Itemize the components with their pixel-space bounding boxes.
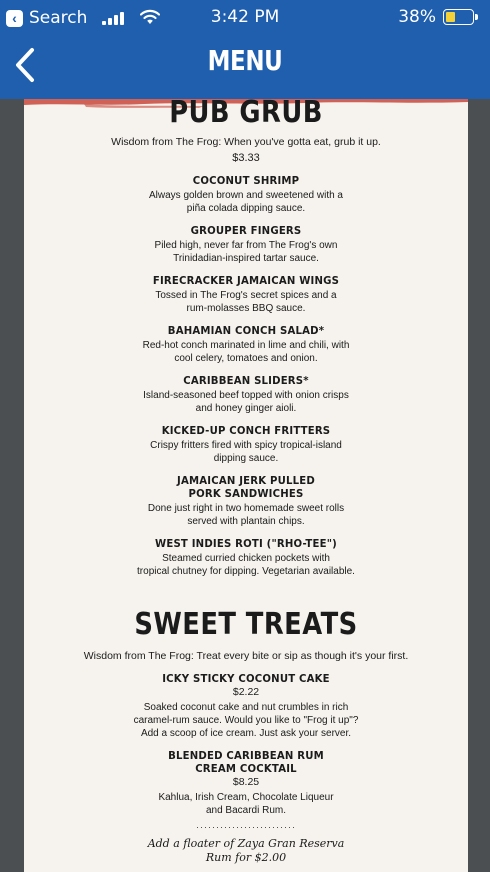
menu-item bbox=[24, 749, 468, 817]
status-time: 3:42 PM bbox=[210, 7, 280, 27]
menu-item bbox=[24, 424, 468, 465]
menu-item bbox=[24, 374, 468, 415]
section-title-sweet-treats: SWEET TREATS bbox=[134, 607, 358, 642]
item-name: KICKED-UP CONCH FRITTERS bbox=[161, 424, 331, 437]
item-name: COCONUT SHRIMP bbox=[192, 174, 300, 187]
menu-item bbox=[24, 474, 468, 528]
item-description: Kahlua, Irish Cream, Chocolate Liqueur and Bacardi Rum. bbox=[158, 792, 334, 816]
item-description: Crispy fritters fired with spicy tropical-island dipping sauce. bbox=[150, 440, 342, 464]
section-title-pub-grub: PUB GRUB bbox=[169, 99, 323, 130]
back-app-label: Search bbox=[29, 8, 88, 28]
menu-content bbox=[24, 99, 468, 865]
menu-page-image bbox=[24, 99, 468, 872]
item-description: Always golden brown and sweetened with a piña colada dipping sauce. bbox=[148, 190, 343, 214]
battery-icon bbox=[443, 9, 474, 25]
item-description: Steamed curried chicken pockets with tropical chutney for dipping. Vegetarian available. bbox=[137, 553, 355, 577]
app-header bbox=[0, 0, 490, 99]
pub-grub-items bbox=[24, 174, 468, 578]
item-name: CARIBBEAN SLIDERS* bbox=[183, 374, 309, 387]
section-price: $3.33 bbox=[232, 152, 260, 164]
item-name: WEST INDIES ROTI ("RHO-TEE") bbox=[155, 537, 337, 550]
section-wisdom: Wisdom from The Frog: Treat every bite or sip as though it's your first. bbox=[83, 650, 409, 662]
item-description: Red-hot conch marinated in lime and chili, with cool celery, tomatoes and onion. bbox=[142, 340, 350, 364]
section-wisdom: Wisdom from The Frog: When you've gotta eat, grub it up. bbox=[111, 136, 381, 148]
item-description: Tossed in The Frog's secret spices and a rum-molasses BBQ sauce. bbox=[155, 290, 337, 314]
battery-percent: 38% bbox=[398, 7, 436, 27]
page-title: MENU bbox=[207, 44, 283, 77]
menu-item bbox=[24, 324, 468, 365]
menu-item bbox=[24, 174, 468, 215]
item-name: ICKY STICKY COCONUT CAKE bbox=[162, 672, 330, 685]
menu-item bbox=[24, 274, 468, 315]
back-arrow-small-icon: ‹ bbox=[6, 10, 23, 27]
status-bar bbox=[0, 0, 490, 34]
item-description: Piled high, never far from The Frog's own Trinidadian-inspired tartar sauce. bbox=[154, 240, 338, 264]
item-description: Island-seasoned beef topped with onion crisps and honey ginger aioli. bbox=[143, 390, 349, 414]
item-name: FIRECRACKER JAMAICAN WINGS bbox=[152, 274, 340, 287]
item-name: GROUPER FINGERS bbox=[190, 224, 302, 237]
item-name: JAMAICAN JERK PULLED PORK SANDWICHES bbox=[177, 474, 315, 500]
rum-floater-note: Add a floater of Zaya Gran Reserva Rum for $2.00 bbox=[147, 837, 345, 864]
back-chevron-icon[interactable] bbox=[12, 46, 38, 84]
item-name: BLENDED CARIBBEAN RUM CREAM COCKTAIL bbox=[168, 749, 324, 775]
item-price: $8.25 bbox=[232, 776, 260, 788]
item-name: BAHAMIAN CONCH SALAD* bbox=[167, 324, 325, 337]
menu-item bbox=[24, 224, 468, 265]
menu-item bbox=[24, 672, 468, 740]
item-description: Done just right in two homemade sweet rolls served with plantain chips. bbox=[147, 503, 345, 527]
menu-item bbox=[24, 537, 468, 578]
item-price: $2.22 bbox=[232, 686, 260, 698]
dotted-divider: ························· bbox=[196, 822, 296, 832]
item-description: Soaked coconut cake and nut crumbles in rich caramel-rum sauce. Would you like to "Frog it up"? Add a scoop of ice cream. Just ask your server. bbox=[133, 702, 359, 739]
battery-level-fill bbox=[446, 12, 455, 22]
